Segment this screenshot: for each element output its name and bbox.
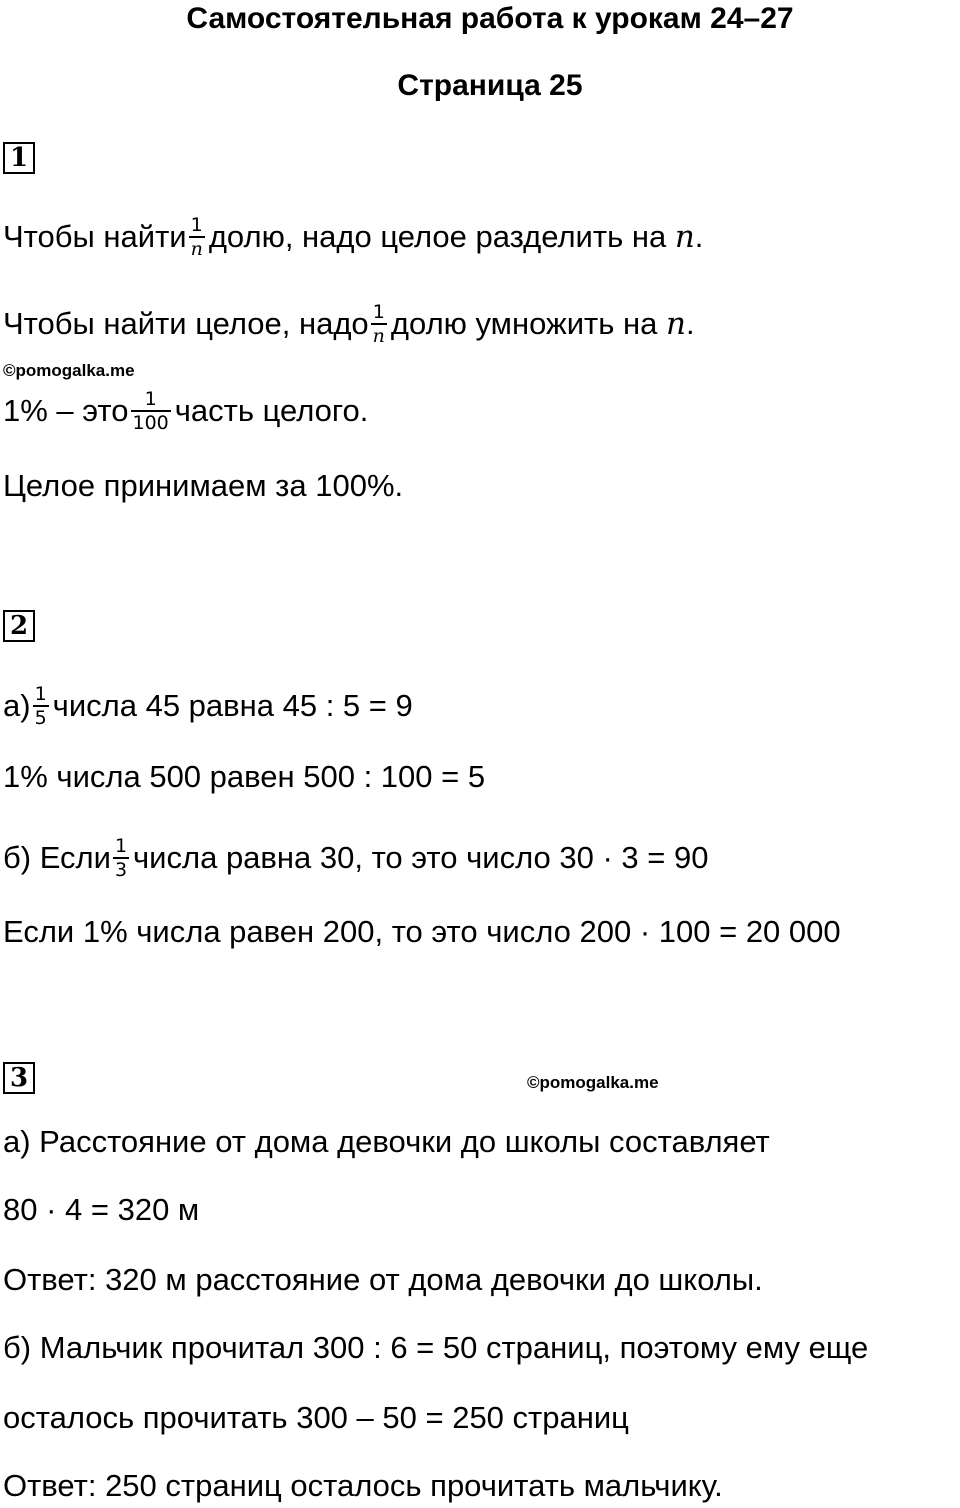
text: числа равна 30, то это число 30 · 3 = 90 xyxy=(133,840,709,875)
text: б) Если xyxy=(3,840,111,875)
fraction-numerator: 1 xyxy=(372,301,385,323)
text: долю умножить на xyxy=(390,306,658,341)
fraction xyxy=(113,835,129,881)
fraction xyxy=(131,388,171,434)
text: 1% – это xyxy=(3,393,129,428)
fraction-denominator: 3 xyxy=(114,859,128,881)
watermark: ©pomogalka.me xyxy=(3,361,135,380)
text: . xyxy=(694,219,704,254)
fraction-denominator: n xyxy=(190,238,203,260)
task1-line-4: Целое принимаем за 100%. xyxy=(3,468,404,503)
task3-line-1: а) Расстояние от дома девочки до школы составляет xyxy=(3,1124,770,1159)
fraction-numerator: 1 xyxy=(114,835,128,857)
task2-line-2: 1% числа 500 равен 500 : 100 = 5 xyxy=(3,759,486,794)
text: числа 45 равна 45 : 5 = 9 xyxy=(52,688,413,723)
task-number-2: 2 xyxy=(3,610,35,642)
fraction xyxy=(33,683,49,729)
text: Чтобы найти xyxy=(3,219,187,254)
task2-line-1 xyxy=(3,683,413,729)
text: долю, надо целое разделить на xyxy=(208,219,667,254)
text: Чтобы найти целое, надо xyxy=(3,306,369,341)
task3-line-5: осталось прочитать 300 – 50 = 250 страниц xyxy=(3,1400,629,1435)
watermark: ©pomogalka.me xyxy=(527,1073,659,1092)
task1-line-3 xyxy=(3,388,368,434)
text: . xyxy=(685,306,695,341)
task-number-3: 3 xyxy=(3,1062,35,1094)
fraction-numerator: 1 xyxy=(34,683,47,705)
task3-line-3: Ответ: 320 м расстояние от дома девочки до школы. xyxy=(3,1262,763,1297)
fraction-denominator: n xyxy=(372,325,385,347)
task3-line-4: б) Мальчик прочитал 300 : 6 = 50 страниц, поэтому ему еще xyxy=(3,1330,869,1365)
text: часть целого. xyxy=(174,393,369,428)
task2-line-4: Если 1% числа равен 200, то это число 200 · 100 = 20 000 xyxy=(3,914,841,949)
task1-line-1 xyxy=(3,214,703,260)
variable: n xyxy=(666,306,686,342)
fraction xyxy=(189,214,205,260)
page-title: Самостоятельная работа к урокам 24–27 xyxy=(186,2,794,35)
fraction-denominator: 100 xyxy=(132,412,169,434)
page-subtitle: Страница 25 xyxy=(397,69,583,102)
fraction-numerator: 1 xyxy=(144,388,157,410)
task1-line-2 xyxy=(3,301,695,347)
task3-line-6: Ответ: 250 страниц осталось прочитать мальчику. xyxy=(3,1468,723,1503)
text: а) xyxy=(3,688,31,723)
task3-line-2: 80 · 4 = 320 м xyxy=(3,1192,200,1227)
task2-line-3 xyxy=(3,835,708,881)
fraction-numerator: 1 xyxy=(190,214,203,236)
fraction xyxy=(371,301,387,347)
task-number-1: 1 xyxy=(3,142,35,174)
variable: n xyxy=(674,219,695,255)
fraction-denominator: 5 xyxy=(34,707,47,729)
